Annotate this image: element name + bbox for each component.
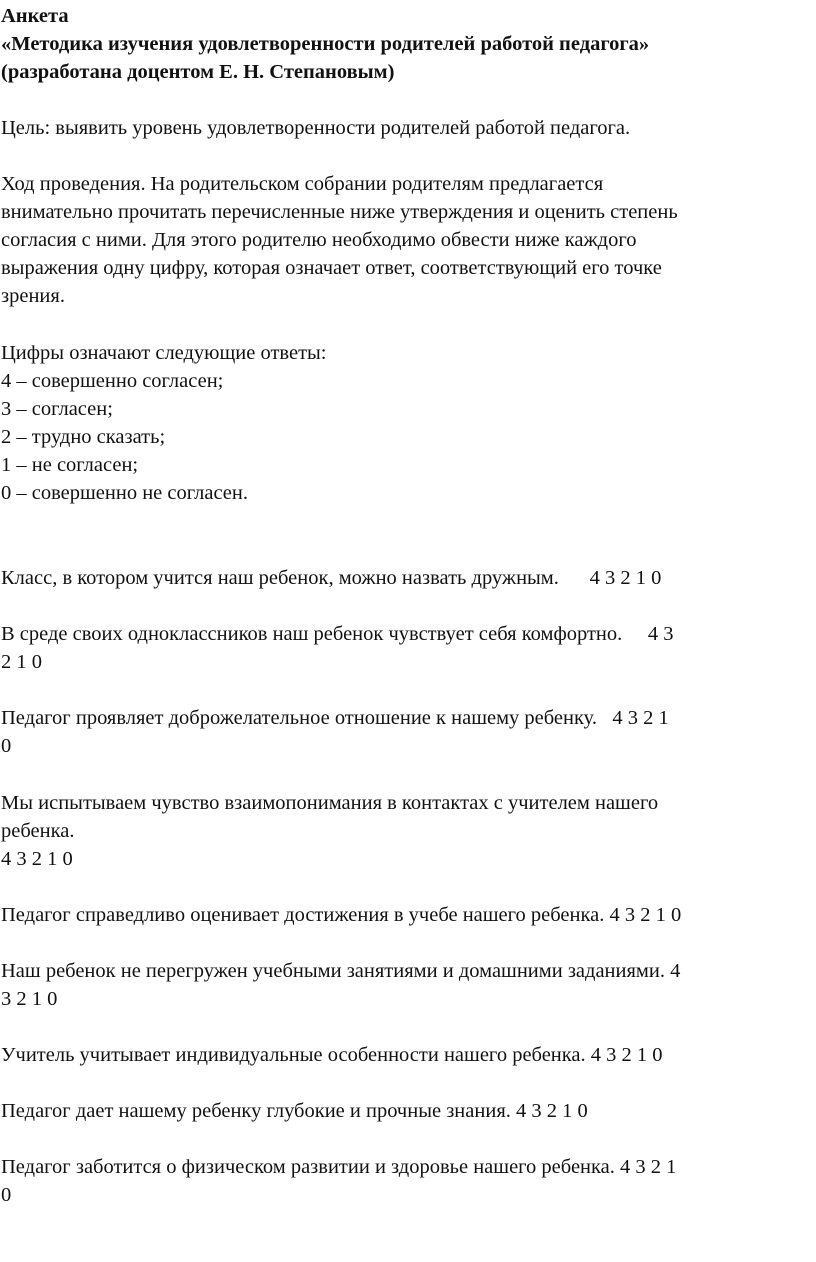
statement-line: 3 2 1 0	[1, 988, 58, 1010]
statement-line: 4 3 2 1 0	[1, 848, 73, 870]
scale-item: 1 – не согласен;	[1, 454, 139, 476]
procedure-line: согласия с ними. Для этого родителю необходимо обвести ниже каждого	[1, 229, 637, 251]
statement-8	[1, 1097, 813, 1125]
scale-item: 2 – трудно сказать;	[1, 426, 166, 448]
statement-line: 2 1 0	[1, 651, 42, 673]
goal-text: Цель: выявить уровень удовлетворенности родителей работой педагога.	[1, 117, 631, 139]
statement-line: 0	[1, 735, 12, 757]
statement-6	[1, 957, 813, 1013]
statement-line: ребенка.	[1, 820, 75, 842]
scale-intro: Цифры означают следующие ответы:	[1, 342, 327, 364]
statement-line: Класс, в котором учится наш ребенок, можно назвать дружным. 4 3 2 1 0	[1, 567, 662, 589]
statement-1	[1, 564, 813, 592]
header-title: Анкета	[1, 5, 69, 27]
statement-4	[1, 789, 813, 873]
procedure-line: выражения одну цифру, которая означает ответ, соответствующий его точке	[1, 257, 662, 279]
scale-item: 0 – совершенно не согласен.	[1, 482, 248, 504]
procedure-paragraph	[1, 170, 813, 310]
procedure-line: зрения.	[1, 285, 65, 307]
statement-2	[1, 620, 813, 676]
header-author: (разработана доцентом Е. Н. Степановым)	[1, 61, 395, 83]
statement-line: В среде своих одноклассников наш ребенок чувствует себя комфортно. 4 3	[1, 623, 674, 645]
statement-line: Педагог справедливо оценивает достижения в учебе нашего ребенка. 4 3 2 1 0	[1, 904, 682, 926]
statement-7	[1, 1041, 813, 1069]
statement-5	[1, 901, 813, 929]
statement-line: Наш ребенок не перегружен учебными занятиями и домашними заданиями. 4	[1, 960, 681, 982]
statement-line: Педагог проявляет доброжелательное отношение к нашему ребенку. 4 3 2 1	[1, 707, 669, 729]
document-header	[1, 2, 649, 86]
scale-item: 4 – совершенно согласен;	[1, 370, 224, 392]
statement-line: Учитель учитывает индивидуальные особенности нашего ребенка. 4 3 2 1 0	[1, 1044, 663, 1066]
statement-3	[1, 704, 813, 760]
procedure-line: внимательно прочитать перечисленные ниже утверждения и оценить степень	[1, 201, 678, 223]
procedure-line: Ход проведения. На родительском собрании родителям предлагается	[1, 173, 604, 195]
scale-legend	[1, 339, 813, 507]
statement-line: Педагог заботится о физическом развитии и здоровье нашего ребенка. 4 3 2 1	[1, 1156, 677, 1178]
header-method-name: «Методика изучения удовлетворенности родителей работой педагога»	[1, 33, 650, 55]
statement-9	[1, 1153, 813, 1209]
statement-line: 0	[1, 1184, 12, 1206]
statement-line: Мы испытываем чувство взаимопонимания в контактах с учителем нашего	[1, 792, 659, 814]
statement-line: Педагог дает нашему ребенку глубокие и прочные знания. 4 3 2 1 0	[1, 1100, 588, 1122]
scale-item: 3 – согласен;	[1, 398, 113, 420]
